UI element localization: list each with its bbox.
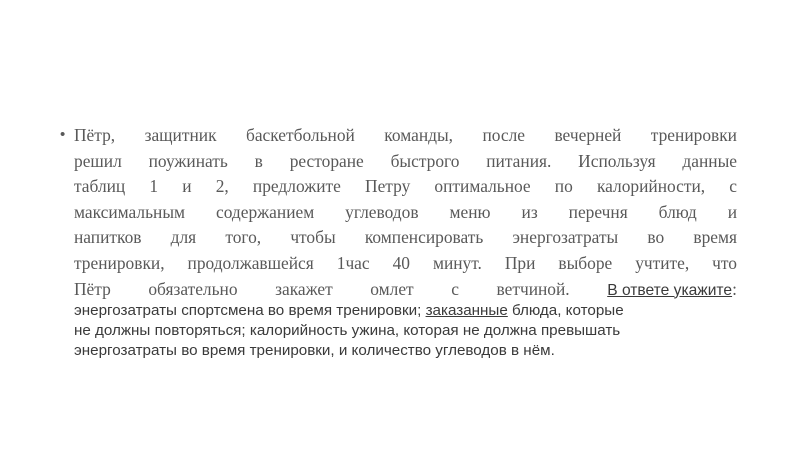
word: омлет: [370, 278, 414, 299]
bullet-icon: •: [60, 126, 66, 143]
answer-line-3: энергозатраты во время тренировки, и количество углеводов в нём.: [74, 342, 555, 360]
text-line-1: Пётр, защитник баскетбольной команды, после вечерней тренировки: [74, 125, 737, 145]
answer-line-1-post: блюда, которые: [507, 302, 624, 320]
text-line-5: напитков для того, чтобы компенсировать энергозатраты во время: [74, 227, 737, 248]
text-line-6: тренировки, продолжавшейся 1час 40 минут. При выборе учтите, что: [74, 252, 737, 273]
word: Пётр: [74, 278, 111, 299]
word: ветчиной.: [496, 278, 570, 299]
text-line-2: решил поужинать в ресторане быстрого питания. Используя данные: [74, 150, 737, 171]
answer-instruction: [607, 277, 737, 304]
answer-line-2: не должны повторяться; калорийность ужина, которая не должна превышать: [74, 322, 621, 340]
answer-line-1-pre: энергозатраты спортсмена во время тренировки;: [74, 302, 426, 320]
text-line-4: максимальным содержанием углеводов меню из перечня блюд и: [74, 201, 737, 222]
word: закажет: [275, 278, 333, 299]
answer-colon: :: [732, 278, 737, 299]
answer-line-1-underlined: заказанные: [425, 302, 508, 320]
answer-line-1: [74, 301, 737, 321]
word: обязательно: [148, 278, 238, 299]
text-line-3: таблиц 1 и 2, предложите Петру оптимальное по калорийности, с: [74, 176, 737, 197]
word: с: [451, 278, 459, 299]
text-line-7: [74, 277, 737, 304]
answer-label: В ответе укажите: [607, 281, 733, 299]
task-text: [74, 123, 737, 361]
